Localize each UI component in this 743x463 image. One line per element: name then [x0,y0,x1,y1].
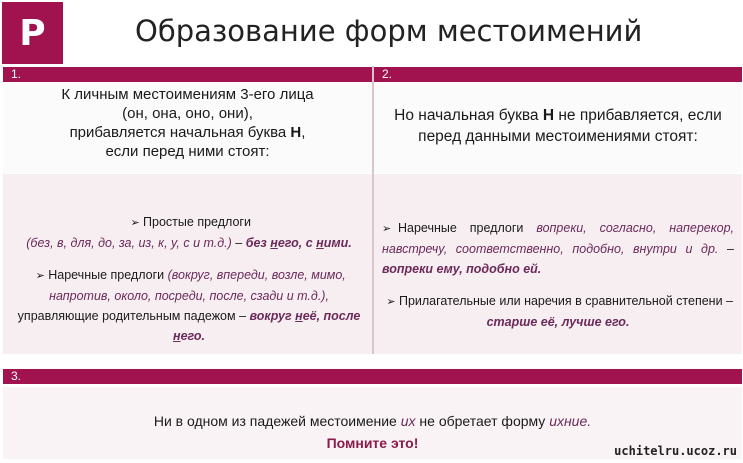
rule-adverbial-prepositions [13,265,365,346]
intro-text: , [301,124,306,141]
bullet-body [13,233,365,253]
word-ih: их [400,413,416,429]
result-letter: н [270,236,278,250]
page-title: Образование форм местоимений [135,14,643,48]
section-1-intro-panel [3,83,372,173]
bullet-title: Наречные предлоги [398,221,537,235]
remember-note: Помните это! [326,435,419,451]
intro-line [3,123,372,142]
intro-text: прибавляется начальная буква [69,124,291,141]
rule-comparative-exception [382,291,734,332]
intro-line: если перед ними стоят: [105,143,270,160]
rule-simple-prepositions [13,212,365,253]
result: вопреки ему, подобно ей. [382,262,542,276]
result: его, с [277,236,317,250]
section-1-rules-panel [3,174,372,354]
arrow-bullet-icon: ➢ [386,296,396,308]
bullet-title-line [13,212,365,233]
section-1-intro [3,85,372,161]
result-letter: н [295,309,303,323]
arrow-bullet-icon: ➢ [130,217,140,229]
intro-text: не прибавляется, если перед данными местоимениями стоят: [418,107,722,145]
section-3-bar: 3. [3,369,742,384]
examples: вопреки, согласно, наперекор, навстречу, соответственно, подобно, внутри и др. [382,221,734,256]
examples: (без, в, для, до, за, из, к, у, с и т.д.) [26,236,232,250]
dash: – [722,294,734,308]
section-2-rules-panel [374,174,742,354]
logo-badge: P [2,2,63,64]
dash: – [718,242,734,256]
letter-n: Н [542,107,555,124]
bullet-title: Простые предлоги [143,215,251,229]
result-letter: н [316,236,324,250]
rule-text: Ни в одном из падежей местоимение [153,413,401,429]
section-2-bar: 2. [374,67,742,82]
result: вокруг [249,309,296,323]
result: ими. [323,236,352,250]
intro-text: Но начальная буква [394,107,543,124]
dash: – [231,236,246,250]
examples: (вокруг, впереди, возле, мимо, напротив, около, посреди, после, сзади и т.д.), [49,268,346,303]
bullet-title: Наречные предлоги [48,268,168,282]
section-1-bar: 1. [3,67,372,82]
section-2-intro [374,105,742,147]
result: без [245,236,271,250]
rule-text: не обретает форму [415,413,550,429]
word-ihnie: ихние. [549,413,592,429]
watermark: uchitelru.ucoz.ru [614,444,737,458]
result-letter: н [173,329,181,343]
arrow-bullet-icon: ➢ [35,270,45,282]
result: её, после [302,309,361,323]
bullet-title: Прилагательные или наречия в сравнительной степени [398,294,723,308]
letter-n: Н [290,124,302,141]
bullet-text: управляющие родительным падежом – [17,309,250,323]
rule-adverbial-prepositions-exception [382,218,734,279]
section-2-intro-panel [374,83,742,173]
result: старше её, лучше его. [486,315,630,329]
rule-line [3,410,742,432]
header [0,0,743,66]
arrow-bullet-icon: ➢ [382,223,392,235]
intro-line: К личным местоимениям 3-его лица [61,86,314,103]
result: его. [180,329,205,343]
intro-line: (он, она, оно, они), [122,105,253,122]
